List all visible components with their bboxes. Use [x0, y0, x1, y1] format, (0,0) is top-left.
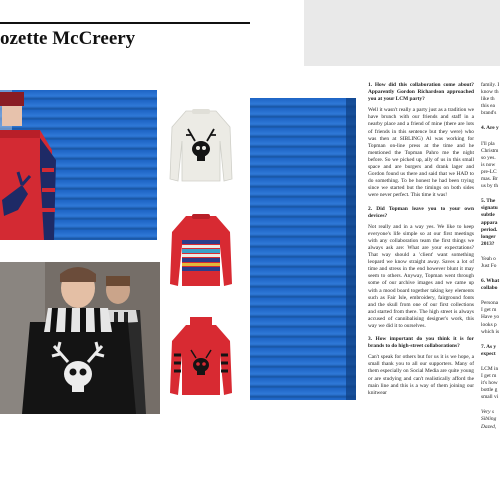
answer-1: Well it wasn't really a party just as a tradition we have brunch with our friends and staff in a nearby place and a friend of mine (there are lots of friends in this sentence but they were) who was then at SIBLING) Al was working for Topman on-line press at the time and he mentioned the Topman Pahro me the night before. So we picked up, ally of us in this small space and are burgers and drank lager and Gordon found us there and said that we HAD to do something. To be honest he had been trying since we started but the timings on both sides were never perfect. This time it was!: [368, 107, 474, 199]
question-3: 3. How important do you think it is for brands to do high-street collaborations?: [368, 336, 474, 350]
answer-2: Not really and in a way yes. We like to keep everyone's life simple so at our first meetings with any collaboration team the first things we always ask are: What are your expectations? That way should a 'client' want something leopard we know straight away. Saves a lot of time and stress in the end however blunt it may seem to others. Anyway, Topman went through some of our archive images and we came up with a mood board together taking key elements such as Fair Isle, embroidery, fairground fonts and the skull from one of our first collections and started from there. The high street is always accused of cannibalising designer's work, this way we did it to ourselves.: [368, 223, 474, 329]
fragment-line: expect: [481, 350, 496, 357]
photo-red-sweater-model: [0, 90, 157, 240]
fragment-line: 5. The: [481, 198, 496, 205]
fragment-line: 7. As y: [481, 343, 497, 350]
fragment-line: like th: [481, 96, 495, 103]
fragment-line: Very s: [481, 409, 495, 416]
fragment-line: know th: [481, 89, 499, 96]
fragment-line: bottle g: [481, 387, 498, 394]
fragment-line: small vi: [481, 394, 499, 401]
answer-3: Can't speak for others but for us it is we hope, a small thank you to all our supporters. Many of them especially on Social Media are quite young or are studying and can't realistically afford the main line and this is a way of them joining our knitwear: [368, 354, 474, 396]
fragment-line: longer: [481, 233, 496, 240]
fragment-line: Just Fo: [481, 262, 497, 269]
designer-name-heading: ozette McCreery: [0, 28, 136, 49]
fragment-line: it's how: [481, 380, 498, 387]
fragment-line: I'll pla: [481, 140, 495, 147]
fragment-line: this ea: [481, 103, 495, 110]
fragment-line: so yes.: [481, 154, 496, 161]
product-red-turtleneck-sweater: [168, 315, 234, 397]
fragment-line: signatu: [481, 205, 498, 212]
fragment-line: appara: [481, 219, 498, 226]
fragment-line: pre-LC: [481, 168, 497, 175]
fragment-line: is now: [481, 161, 496, 168]
fragment-line: looks p: [481, 321, 497, 328]
next-column-fragments: [481, 82, 500, 431]
black-sweater-models-illustration: [0, 262, 160, 414]
fragment-line: which is: [481, 328, 500, 335]
red-turtleneck-illustration: [168, 315, 234, 397]
question-2: 2. Did Topman leave you to your own devices?: [368, 205, 474, 219]
fragment-line: family. I: [481, 82, 500, 88]
fragment-line: Sibling: [481, 416, 497, 423]
fragment-line: Yeah o: [481, 255, 496, 262]
red-sweater-model-illustration: [0, 90, 157, 240]
fragment-line: 6. What: [481, 278, 500, 285]
fragment-line: 4. Are y: [481, 125, 499, 132]
product-fair-isle-sweater: [168, 210, 234, 290]
fair-isle-sweater-illustration: [168, 210, 234, 290]
fragment-line: brand's: [481, 110, 497, 117]
fragment-line: Christm: [481, 147, 499, 154]
fragment-line: subtle: [481, 212, 495, 219]
question-1: 1. How did this collaboration come about? Apparently Gordon Richardson approached you at your LCM party?: [368, 82, 474, 103]
fragment-line: 2013?: [481, 240, 495, 247]
fragment-line: us by th: [481, 183, 499, 190]
cream-sweater-illustration: [168, 105, 234, 185]
fragment-line: mas. Br: [481, 176, 498, 183]
photo-blue-shutter: [250, 98, 356, 400]
fragment-line: Persona: [481, 300, 499, 307]
interview-column: [368, 82, 474, 403]
fragment-line: LCM in: [481, 365, 499, 372]
fragment-line: Dazed,: [481, 423, 497, 430]
product-cream-skull-sweater: [168, 105, 234, 185]
fragment-line: I get m: [481, 373, 497, 379]
fragment-line: period.: [481, 226, 498, 233]
photo-black-sweater-models: [0, 262, 160, 414]
blue-shutter-illustration: [250, 98, 356, 400]
header-rule: [0, 22, 250, 24]
fragment-line: I get m: [481, 307, 497, 314]
fragment-line: Have yo: [481, 314, 500, 321]
fragment-line: collabo: [481, 285, 498, 292]
